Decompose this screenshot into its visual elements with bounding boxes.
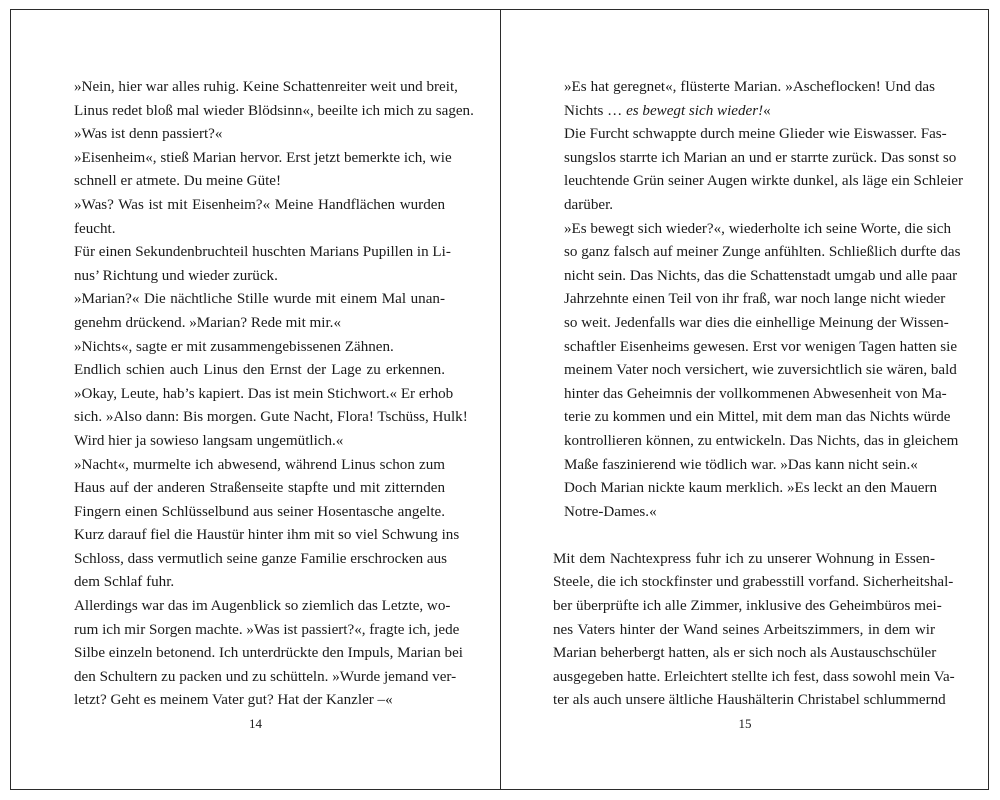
- text-line: dem Schlaf fuhr.: [74, 574, 175, 591]
- paragraph: [553, 218, 961, 478]
- text-line: Fingern einen Schlüsselbund aus seiner Hosentasche angelte.: [74, 503, 445, 520]
- text-line: nicht sein. Das Nichts, das die Schattenstadt umgab und alle paar: [564, 267, 958, 284]
- text-line: ber überprüfte ich alle Zimmer, inklusive des Geheimbüros mei-: [553, 598, 942, 615]
- text-line: feucht.: [74, 220, 116, 237]
- text-line: leuchtende Grün seiner Augen wirkte dunkel, als läge ein Schleier: [564, 173, 964, 190]
- section-paragraph: [553, 548, 955, 713]
- text-line: Steele, die ich stockfinster und grabesstill vorfand. Sicherheitshal-: [553, 574, 954, 591]
- section-break: [553, 524, 935, 548]
- paragraph: [553, 477, 938, 524]
- text-line: sungslos starrte ich Marian an und er starrte zurück. Das sonst so: [564, 149, 957, 166]
- text-line: »Eisenheim«, stieß Marian hervor. Erst jetzt bemerkte ich, wie: [74, 149, 452, 166]
- text-line: Doch Marian nickte kaum merklich. »Es leckt an den Mauern: [564, 480, 938, 497]
- right-page: [501, 10, 989, 789]
- text-line: Jahrzehnte einen Teil von ihr fraß, war noch lange nicht wieder: [564, 291, 946, 308]
- text-line: »Okay, Leute, hab’s kapiert. Das ist mein Stichwort.« Er erhob: [74, 385, 454, 402]
- paragraph: [553, 76, 935, 123]
- text-line: den Schultern zu packen und zu schütteln. »Wurde jemand ver-: [74, 668, 457, 685]
- text-line: Notre-Dames.«: [564, 503, 657, 520]
- paragraph: [63, 241, 451, 288]
- paragraph: [63, 595, 463, 713]
- text-line: Mit dem Nachtexpress fuhr ich zu unserer Wohnung in Essen-: [553, 550, 935, 567]
- text-line: Die Furcht schwappte durch meine Glieder wie Eiswasser. Fas-: [564, 126, 947, 143]
- text-line: Marian beherbergt hatten, als er sich noch als Austauschschüler: [553, 645, 937, 662]
- paragraph: [63, 147, 452, 194]
- text-line: »Was ist denn passiert?«: [74, 126, 223, 143]
- text-line: schaftler Eisenheims gewesen. Erst vor wenigen Tagen hatten sie: [564, 338, 958, 355]
- paragraph: [63, 76, 474, 147]
- text-line: »Nein, hier war alles ruhig. Keine Schattenreiter weit und breit,: [74, 79, 458, 95]
- paragraph: [553, 123, 964, 217]
- text-line: hinter das Geheimnis der vollkommenen Abwesenheit von Ma-: [564, 385, 947, 402]
- text-line: nus’ Richtung und wieder zurück.: [74, 267, 278, 284]
- text-line: Wird hier ja sowieso langsam ungemütlich.«: [74, 432, 344, 449]
- text-line: kontrollieren können, zu entwickeln. Das Nichts, das in gleichem: [564, 432, 959, 449]
- text-run: Nichts …: [564, 102, 627, 119]
- text-line: »Nichts«, sagte er mit zusammengebissenen Zähnen.: [74, 338, 394, 355]
- text-line: rum ich mir Sorgen machte. »Was ist passiert?«, fragte ich, jede: [74, 621, 460, 638]
- text-line: »Nacht«, murmelte ich abwesend, während Linus schon zum: [74, 456, 445, 473]
- text-line: meinem Vater noch versichert, wie zuversichtlich sie wären, bald: [564, 362, 957, 379]
- text-line: Linus redet bloß mal wieder Blödsinn«, beeilte ich mich zu sagen.: [74, 102, 474, 119]
- text-line: »Was? Was ist mit Eisenheim?« Meine Handflächen wurden: [74, 196, 445, 213]
- paragraph: [63, 288, 445, 335]
- text-line: Endlich schien auch Linus den Ernst der Lage zu erkennen.: [74, 362, 445, 379]
- italic-text: es bewegt sich wieder!: [626, 102, 764, 119]
- text-line: »Es hat geregnet«, flüsterte Marian. »Ascheflocken! Und das: [564, 79, 935, 95]
- right-page-text: [553, 76, 964, 713]
- text-line: letzt? Geht es meinem Vater gut? Hat der Kanzler –«: [74, 692, 393, 709]
- paragraph: [63, 336, 445, 360]
- text-line: Allerdings war das im Augenblick so ziemlich das Letzte, wo-: [74, 598, 451, 615]
- text-line: ausgegeben hatte. Erleichtert stellte ich fest, dass sowohl mein Va-: [553, 668, 955, 685]
- text-line: nes Vaters hinter der Wand seines Arbeitszimmers, in dem wir: [553, 621, 935, 638]
- text-line: »Marian?« Die nächtliche Stille wurde mit einem Mal unan-: [74, 291, 445, 308]
- paragraph: [63, 454, 460, 596]
- text-line: Haus auf der anderen Straßenseite stapfte und mit zitternden: [74, 480, 445, 497]
- paragraph: [63, 194, 445, 241]
- page-number-right: 15: [738, 716, 752, 731]
- text-line: Schloss, dass vermutlich seine ganze Familie erschrocken aus: [74, 550, 448, 567]
- text-line: Für einen Sekundenbruchteil huschten Marians Pupillen in Li-: [74, 244, 451, 261]
- text-line: terie zu kommen und ein Mittel, mit dem man das Nichts würde: [564, 409, 951, 426]
- text-line: schnell er atmete. Du meine Güte!: [74, 173, 282, 190]
- left-page-text: [63, 76, 474, 713]
- text-line: Silbe einzeln betonend. Ich unterdrückte den Impuls, Marian bei: [74, 645, 463, 662]
- text-line: sich. »Also dann: Bis morgen. Gute Nacht, Flora! Tschüss, Hulk!: [74, 409, 468, 426]
- text-run: «: [763, 102, 771, 119]
- page-number-left: 14: [249, 716, 262, 731]
- text-line: genehm drückend. »Marian? Rede mit mir.«: [74, 314, 341, 331]
- text-line: [553, 100, 935, 124]
- text-line: Maße faszinierend wie tödlich war. »Das kann nicht sein.«: [564, 456, 918, 473]
- text-line: ter als auch unsere ältliche Haushälterin Christabel schlummernd: [553, 692, 946, 709]
- text-line: so ganz falsch auf meiner Zunge anfühlten. Schließlich durfte das: [564, 244, 961, 261]
- book-spread: [10, 9, 989, 790]
- text-line: so weit. Jedenfalls war dies die einhellige Meinung der Wissen-: [564, 314, 949, 331]
- left-page: [11, 10, 500, 789]
- text-line: darüber.: [564, 196, 614, 213]
- text-line: »Es bewegt sich wieder?«, wiederholte ich seine Worte, die sich: [564, 220, 952, 237]
- text-line: Kurz darauf fiel die Haustür hinter ihm mit so viel Schwung ins: [74, 527, 460, 544]
- paragraph: [63, 359, 468, 453]
